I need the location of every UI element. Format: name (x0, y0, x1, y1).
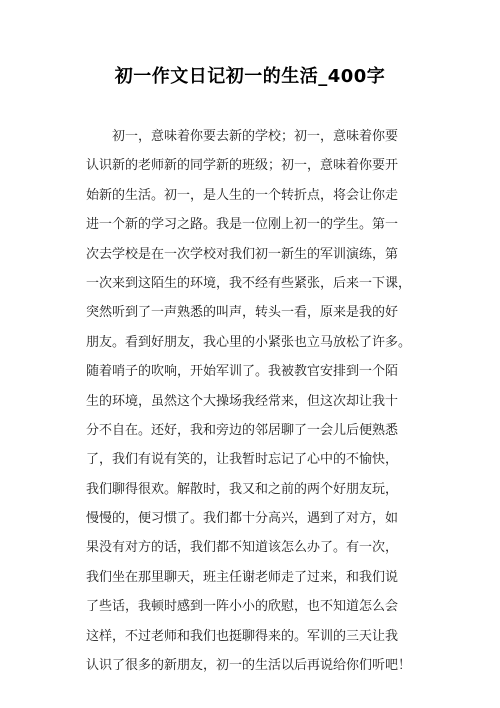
body-line: 朋友。看到好朋友，我心里的小紧张也立马放松了许多。 (86, 334, 412, 350)
body-line: 初一，意味着你要去新的学校；初一，意味着你要 (112, 129, 399, 144)
body-line: 始新的生活。初一，是人生的一个转折点，将会让你走 (86, 187, 399, 203)
body-line: 突然听到了一声熟悉的叫声，转头一看，原来是我的好 (86, 305, 399, 321)
body-line: 进一个新的学习之路。我是一位刚上初一的学生。第一 (86, 217, 399, 233)
body-line: 分不自在。还好，我和旁边的邻居聊了一会儿后便熟悉 (86, 422, 399, 438)
body-line: 我们坐在那里聊天，班主任谢老师走了过来，和我们说 (86, 569, 399, 585)
document-title: 初一作文日记初一的生活_400字 (114, 66, 386, 87)
body-line: 了，我们有说有笑的，让我暂时忘记了心中的不愉快， (86, 452, 399, 468)
body-line: 一次来到这陌生的环境，我不经有些紧张，后来一下课， (86, 275, 412, 291)
body-line: 我们聊得很欢。解散时，我又和之前的两个好朋友玩， (86, 481, 399, 497)
body-line: 这样，不过老师和我们也挺聊得来的。军训的三天让我 (86, 628, 399, 644)
body-line: 生的环境，虽然这个大操场我经常来，但这次却让我十 (86, 393, 399, 409)
document-body (86, 122, 426, 680)
body-line: 随着哨子的吹响，开始军训了。我被教官安排到一个陌 (86, 364, 399, 380)
body-line: 次去学校是在一次学校对我们初一新生的军训演练，第 (86, 246, 399, 262)
body-line: 认识新的老师新的同学新的班级；初一，意味着你要开 (86, 158, 399, 174)
body-line: 慢慢的，便习惯了。我们都十分高兴，遇到了对方，如 (86, 511, 399, 527)
body-line: 了些话，我顿时感到一阵小小的欣慰，也不知道怎么会 (86, 599, 399, 615)
body-line: 认识了很多的新朋友，初一的生活以后再说给你们听吧！ (86, 658, 412, 674)
body-line: 果没有对方的话，我们都不知道该怎么办了。有一次， (86, 540, 399, 556)
